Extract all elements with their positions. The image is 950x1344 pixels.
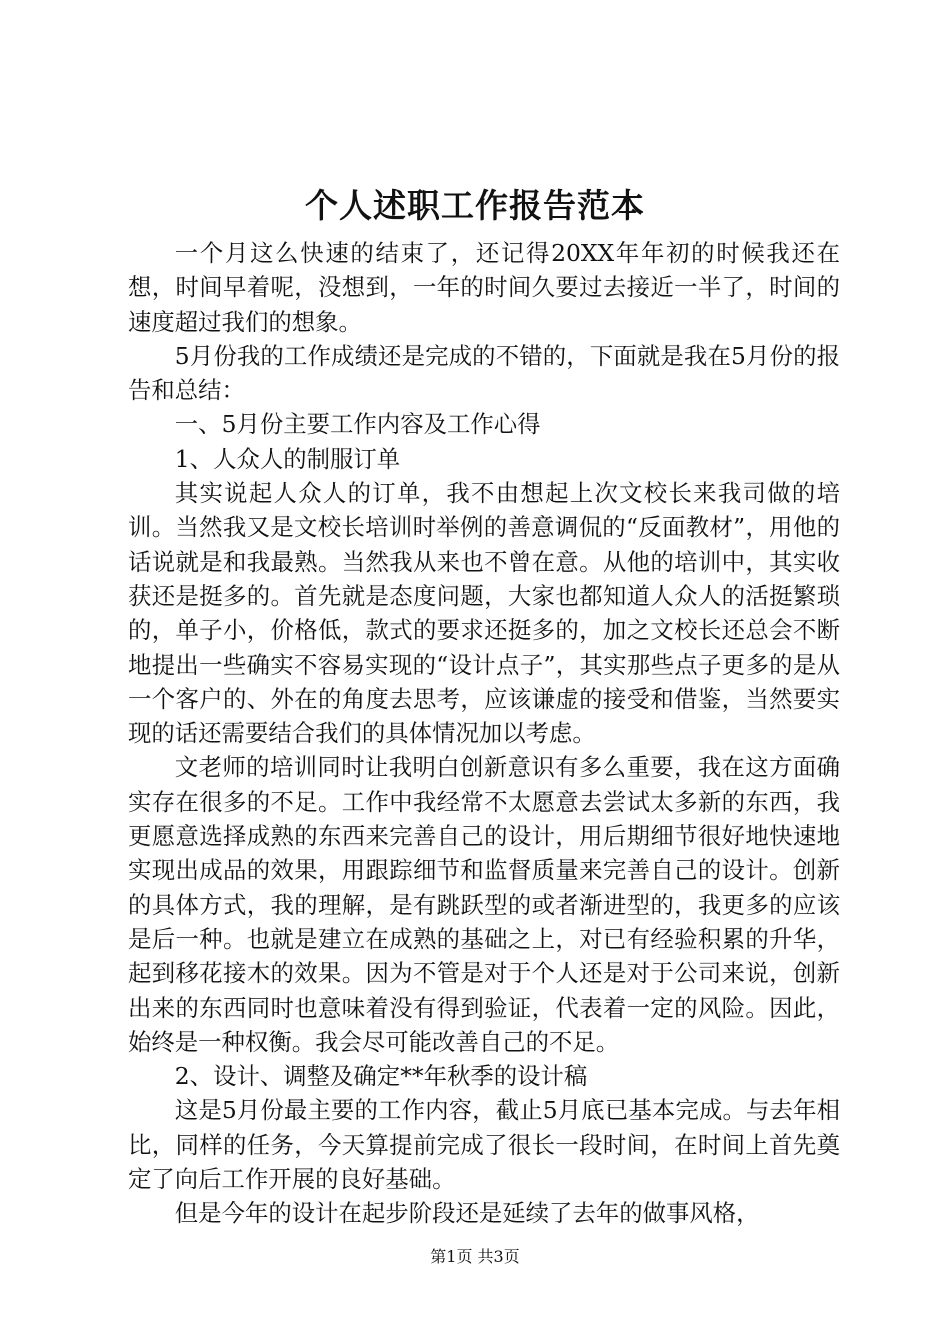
- paragraph-intro: 一个月这么快速的结束了，还记得20XX年年初的时候我还在想，时间早着呢，没想到，一年的时间久要过去接近一半了，时间的速度超过我们的想象。: [128, 239, 840, 336]
- document-title: 个人述职工作报告范本: [305, 186, 645, 225]
- paragraph-continuation: 但是今年的设计在起步阶段还是延续了去年的做事风格，: [174, 1199, 760, 1228]
- paragraph-design-work: 这是5月份最主要的工作内容，截止5月底已基本完成。与去年相比，同样的任务，今天算提前完成了很长一段时间，在时间上首先奠定了向后工作开展的良好基础。: [128, 1096, 840, 1194]
- paragraph-summary-lead: 5月份我的工作成绩还是完成的不错的，下面就是我在5月份的报告和总结：: [128, 341, 840, 405]
- paragraph-training: 其实说起人众人的订单，我不由想起上次文校长来我司做的培训。当然我又是文校长培训时举例的善意调侃的“反面教材”，用他的话说就是和我最熟。当然我从来也不曾在意。从他的培训中，其实收获还是挺多的。首先就是态度问题，大家也都知道人众人的活挺繁琐的，单子小，价格低，款式的要求还挺多的，加之文校长还总会不断地提出一些确实不容易实现的“设计点子”，其实那些点子更多的是从一个客户的、外在的角度去思考，应该谦虚的接受和借鉴，当然要实现的话还需要结合我们的具体情况加以考虑。: [128, 479, 840, 748]
- page-footer: 第1页 共3页: [430, 1247, 520, 1266]
- subsection-heading-2: 2、设计、调整及确定**年秋季的设计稿: [174, 1062, 588, 1091]
- paragraph-innovation: 文老师的培训同时让我明白创新意识有多么重要，我在这方面确实存在很多的不足。工作中我经常不太愿意去尝试太多新的东西，我更愿意选择成熟的东西来完善自己的设计，用后期细节很好地快速地实现出成品的效果，用跟踪细节和监督质量来完善自己的设计。创新的具体方式，我的理解，是有跳跃型的或者渐进型的，我更多的应该是后一种。也就是建立在成熟的基础之上，对已有经验积累的升华，起到移花接木的效果。因为不管是对于个人还是对于公司来说，创新出来的东西同时也意味着没有得到验证，代表着一定的风险。因此，始终是一种权衡。我会尽可能改善自己的不足。: [128, 753, 840, 1056]
- document-body: [128, 236, 840, 1231]
- subsection-heading-1: 1、人众人的制服订单: [174, 444, 401, 473]
- section-heading-1: 一、5月份主要工作内容及工作心得: [174, 410, 541, 439]
